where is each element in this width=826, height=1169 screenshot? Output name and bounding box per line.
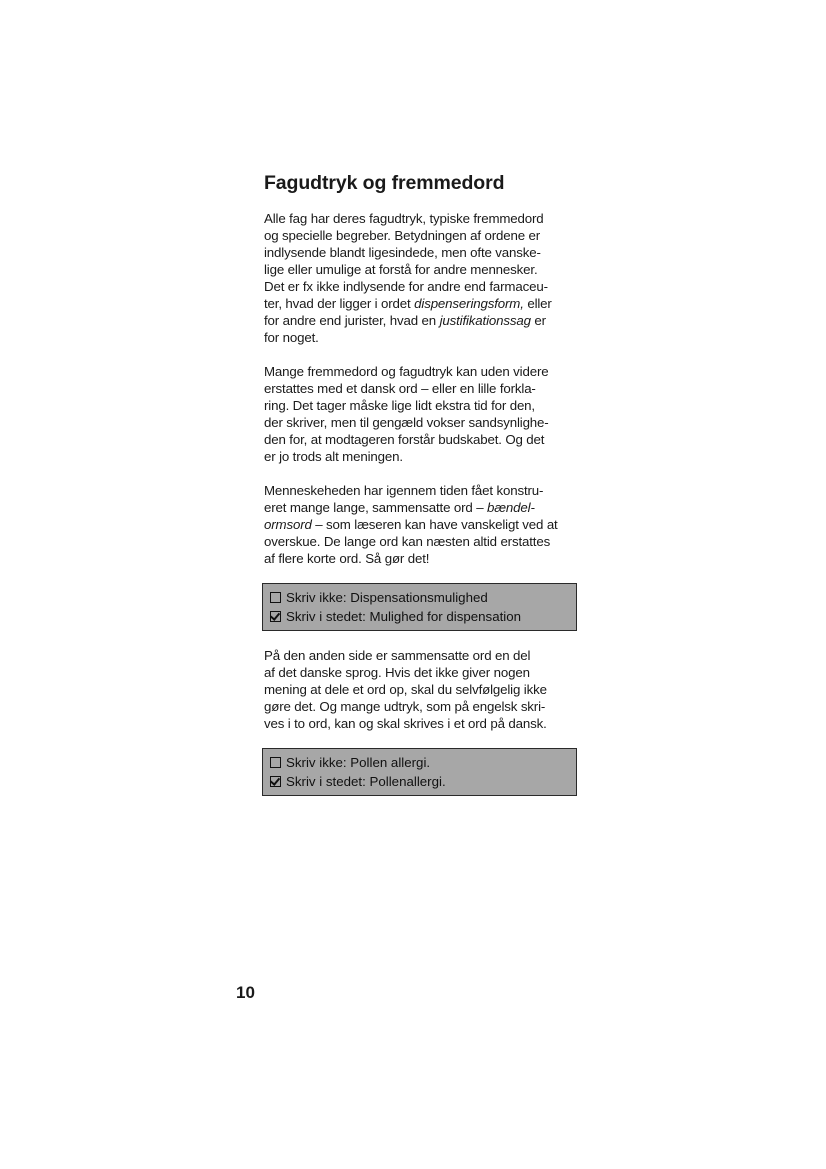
text-fragment: er — [530, 313, 546, 328]
example-box-pollenallergi — [262, 748, 577, 796]
dont-write-row — [270, 753, 576, 772]
page-content — [264, 170, 586, 796]
checked-checkbox-icon — [270, 776, 281, 787]
text-line: af flere korte ord. Så gør det! — [264, 551, 430, 566]
text-line: mening at dele et ord op, skal du selvfølgelig ikke — [264, 682, 547, 697]
text-line — [264, 516, 586, 533]
section-heading: Fagudtryk og fremmedord — [264, 172, 505, 194]
text-line — [264, 312, 586, 329]
text-line: gøre det. Og mange udtryk, som på engelsk skri- — [264, 699, 546, 714]
write-instead-row — [270, 772, 576, 791]
text-line: og specielle begreber. Betydningen af ordene er — [264, 228, 541, 243]
empty-checkbox-icon — [270, 757, 281, 768]
empty-checkbox-icon — [270, 592, 281, 603]
write-instead-row — [270, 607, 576, 626]
text-line: erstattes med et dansk ord – eller en lille forkla- — [264, 381, 536, 396]
text-line: lige eller umulige at forstå for andre mennesker. — [264, 262, 538, 277]
text-line: Mange fremmedord og fagudtryk kan uden videre — [264, 364, 549, 379]
dont-write-text: Skriv ikke: Pollen allergi. — [286, 755, 431, 770]
text-line: overskue. De lange ord kan næsten altid erstattes — [264, 534, 551, 549]
paragraph-compound-words — [264, 482, 586, 567]
text-line: Menneskeheden har igennem tiden fået konstru- — [264, 483, 544, 498]
paragraph-intro — [264, 210, 586, 346]
text-line — [264, 499, 586, 516]
paragraph-replace-words — [264, 363, 586, 465]
text-line: Det er fx ikke indlysende for andre end farmaceu- — [264, 279, 548, 294]
text-fragment: eller — [523, 296, 552, 311]
text-line: der skriver, men til gengæld vokser sandsynlighe- — [264, 415, 549, 430]
text-fragment: – som læseren kan have vanskeligt ved at — [311, 517, 558, 532]
italic-term: justifikationssag — [439, 313, 531, 328]
text-line: for noget. — [264, 330, 319, 345]
text-line: den for, at modtageren forstår budskabet. Og det — [264, 432, 545, 447]
text-line: ves i to ord, kan og skal skrives i et ord på dansk. — [264, 716, 547, 731]
dont-write-row — [270, 588, 576, 607]
text-line: På den anden side er sammensatte ord en del — [264, 648, 531, 663]
italic-term: bændel- — [487, 500, 535, 515]
italic-term: ormsord — [264, 517, 312, 532]
write-instead-text: Skriv i stedet: Pollenallergi. — [286, 774, 446, 789]
page-number: 10 — [236, 983, 255, 1002]
dont-write-text: Skriv ikke: Dispensationsmulighed — [286, 590, 488, 605]
text-line: ring. Det tager måske lige lidt ekstra tid for den, — [264, 398, 535, 413]
text-fragment: eret mange lange, sammensatte ord – — [264, 500, 487, 515]
text-line: af det danske sprog. Hvis det ikke giver nogen — [264, 665, 530, 680]
text-fragment: for andre end jurister, hvad en — [264, 313, 440, 328]
italic-term: dispenseringsform, — [414, 296, 524, 311]
example-box-dispensation — [262, 583, 577, 631]
text-line: Alle fag har deres fagudtryk, typiske fremmedord — [264, 211, 544, 226]
text-line: indlysende blandt ligesindede, men ofte vanske- — [264, 245, 541, 260]
text-fragment: ter, hvad der ligger i ordet — [264, 296, 415, 311]
write-instead-text: Skriv i stedet: Mulighed for dispensation — [286, 609, 522, 624]
paragraph-danish-compounds — [264, 647, 586, 732]
text-line — [264, 295, 586, 312]
checked-checkbox-icon — [270, 611, 281, 622]
text-line: er jo trods alt meningen. — [264, 449, 403, 464]
